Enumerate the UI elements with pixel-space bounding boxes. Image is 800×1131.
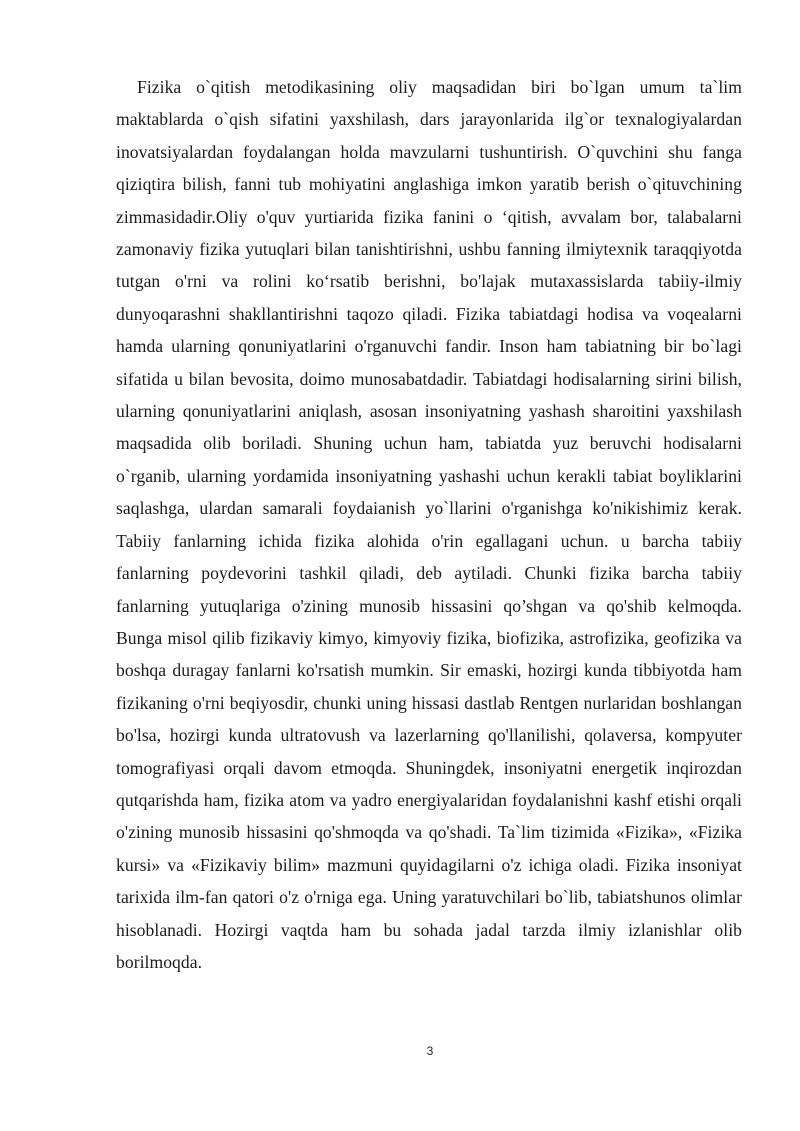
page-number: 3: [426, 1044, 434, 1058]
body-paragraph: Fizika o`qitish metodikasining oliy maqsadidan biri bo`lgan umum ta`lim maktablarda o`qish sifatini yaxshilash, dars jarayonlarida ilg`or texnalogiyalardan inovatsiyalardan foydalangan holda mavzularni tushuntirish. O`quvchini shu fanga qiziqtira bilish, fanni tub mohiyatini anglashiga imkon yaratib berish o`qituvchining zimmasidadir.Oliy o'quv yurtiarida fizika fanini o ‘qitish, avvalam bor, talabalarni zamonaviy fizika yutuqlari bilan tanishtirishni, ushbu fanning ilmiytexnik taraqqiyotda tutgan o'rni va rolini ko‘rsatib berishni, bo'lajak mutaxassislarda tabiiy-ilmiy dunyoqarashni shakllantirishni taqozo qiladi. Fizika tabiatdagi hodisa va voqealarni hamda ularning qonuniyatlarini o'rganuvchi fandir. Inson ham tabiatning bir bo`lagi sifatida u bilan bevosita, doimo munosabatdadir. Tabiatdagi hodisalarning sirini bilish, ularning qonuniyatlarini aniqlash, asosan insoniyatning yashash sharoitini yaxshilash maqsadida olib boriladi. Shuning uchun ham, tabiatda yuz beruvchi hodisalarni o`rganib, ularning yordamida insoniyatning yashashi uchun kerakli tabiat boyliklarini saqlashga, ulardan samarali foydaianish yo`llarini o'rganishga ko'nikishimiz kerak. Tabiiy fanlarning ichida fizika alohida o'rin egallagani uchun. u barcha tabiiy fanlarning poydevorini tashkil qiladi, deb aytiladi. Chunki fizika barcha tabiiy fanlarning yutuqlariga o'zining munosib hissasini qo’shgan va qo'shib kelmoqda. Bunga misol qilib fizikaviy kimyo, kimyoviy fizika, biofizika, astrofizika, geofizika va boshqa duragay fanlarni ko'rsatish mumkin. Sir emaski, hozirgi kunda tibbiyotda ham fizikaning o'rni beqiyosdir, chunki uning hissasi dastlab Rentgen nurlaridan boshlangan bo'lsa, hozirgi kunda ultratovush va lazerlarning qo'llanilishi, qolaversa, kompyuter tomografiyasi orqali davom etmoqda. Shuningdek, insoniyatni energetik inqirozdan qutqarishda ham, fizika atom va yadro energiyalaridan foydalanishni kashf etishi orqali o'zining munosib hissasini qo'shmoqda va qo'shadi. Ta`lim tizimida «Fizika», «Fizika kursi» va «Fizikaviy bilim» mazmuni quyidagilarni o'z ichiga oladi. Fizika insoniyat tarixida ilm-fan qatori o'z o'rniga ega. Uning yaratuvchilari bo`lib, tabiatshunos olimlar hisoblanadi. Hozirgi vaqtda ham bu sohada jadal tarzda ilmiy izlanishlar olib borilmoqda.: [116, 77, 742, 972]
